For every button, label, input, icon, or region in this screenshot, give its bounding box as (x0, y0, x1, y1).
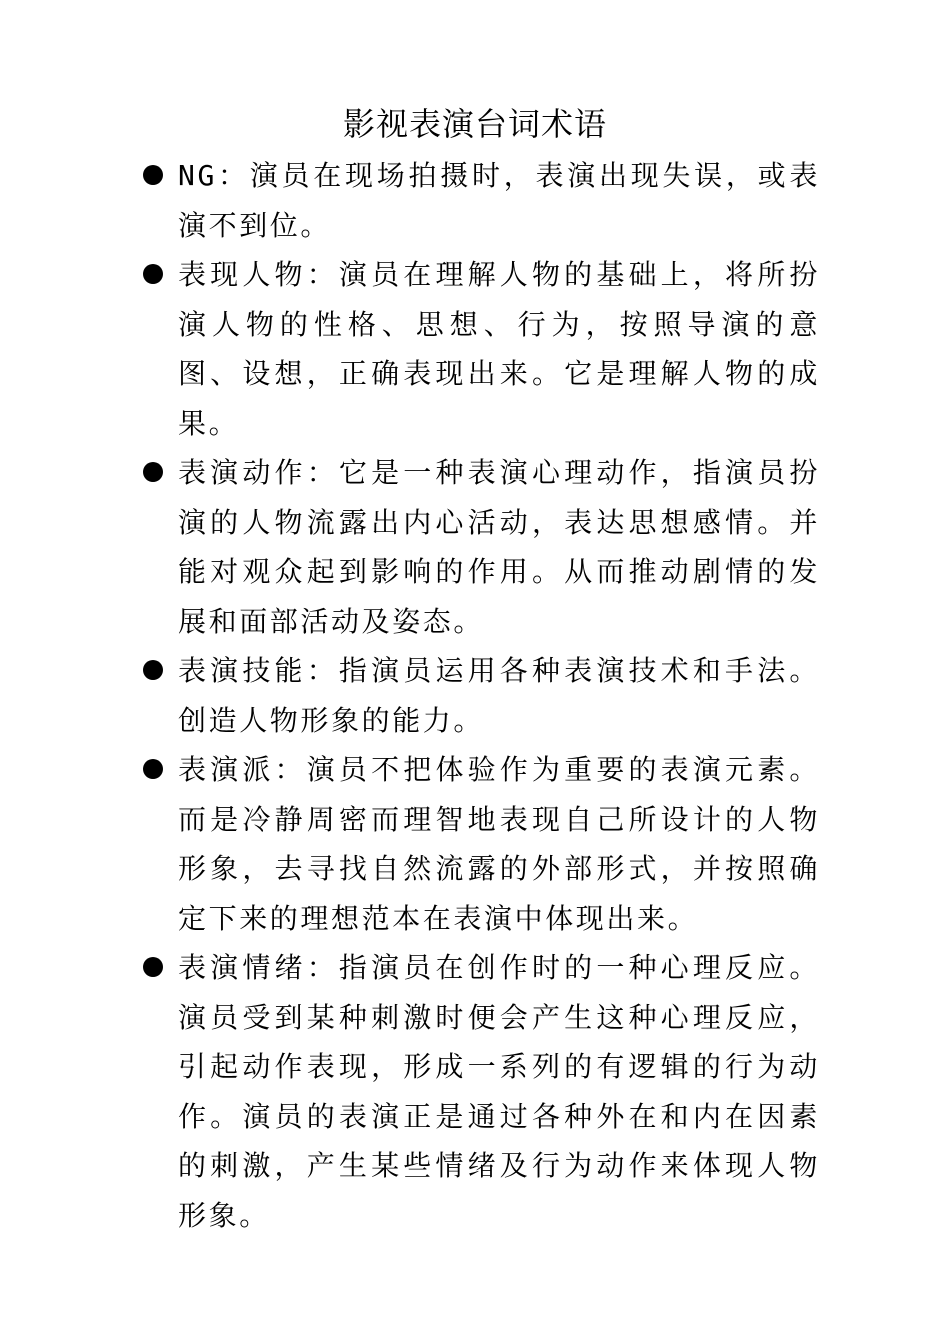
page-title: 影视表演台词术语 (342, 105, 607, 143)
bullet-icon (143, 462, 163, 482)
term-definition: 演员在现场拍摄时，表演出现失误，或表演不到位。 (178, 159, 820, 242)
term-definition: 指演员运用各种表演技术和手法。创造人物形象的能力。 (178, 654, 820, 737)
term-list (140, 151, 820, 1240)
bullet-icon (143, 660, 163, 680)
bullet-icon (143, 264, 163, 284)
list-item (140, 448, 820, 646)
term-definition: 它是一种表演心理动作，指演员扮演的人物流露出内心活动，表达思想感情。并能对观众起到影响的作用。从而推动剧情的发展和面部活动及姿态。 (178, 456, 820, 638)
term-separator: ： (216, 159, 250, 192)
term-label: 表现人物 (178, 258, 307, 291)
term-separator: ： (306, 951, 339, 984)
term-separator: ： (274, 753, 307, 786)
term-separator: ： (306, 654, 339, 687)
term-separator: ： (306, 258, 339, 291)
bullet-icon (143, 165, 163, 185)
term-label: 表演技能 (178, 654, 307, 687)
term-definition: 演员不把体验作为重要的表演元素。而是冷静周密而理智地表现自己所设计的人物形象，去寻找自然流露的外部形式，并按照确定下来的理想范本在表演中体现出来。 (178, 753, 820, 935)
list-item (140, 646, 820, 745)
term-label: 表演动作 (178, 456, 307, 489)
list-item (140, 250, 820, 448)
bullet-icon (143, 957, 163, 977)
list-item (140, 151, 820, 250)
term-definition: 演员在理解人物的基础上，将所扮演人物的性格、思想、行为，按照导演的意图、设想，正确表现出来。它是理解人物的成果。 (178, 258, 820, 440)
term-separator: ： (306, 456, 339, 489)
bullet-icon (143, 759, 163, 779)
term-label: 表演派 (178, 753, 275, 786)
term-label: NG (178, 159, 217, 192)
list-item (140, 745, 820, 943)
term-definition: 指演员在创作时的一种心理反应。演员受到某种刺激时便会产生这种心理反应，引起动作表现，形成一系列的有逻辑的行为动作。演员的表演正是通过各种外在和内在因素的刺激，产生某些情绪及行为动作来体现人物形象。 (178, 951, 820, 1232)
term-label: 表演情绪 (178, 951, 307, 984)
list-item (140, 943, 820, 1240)
